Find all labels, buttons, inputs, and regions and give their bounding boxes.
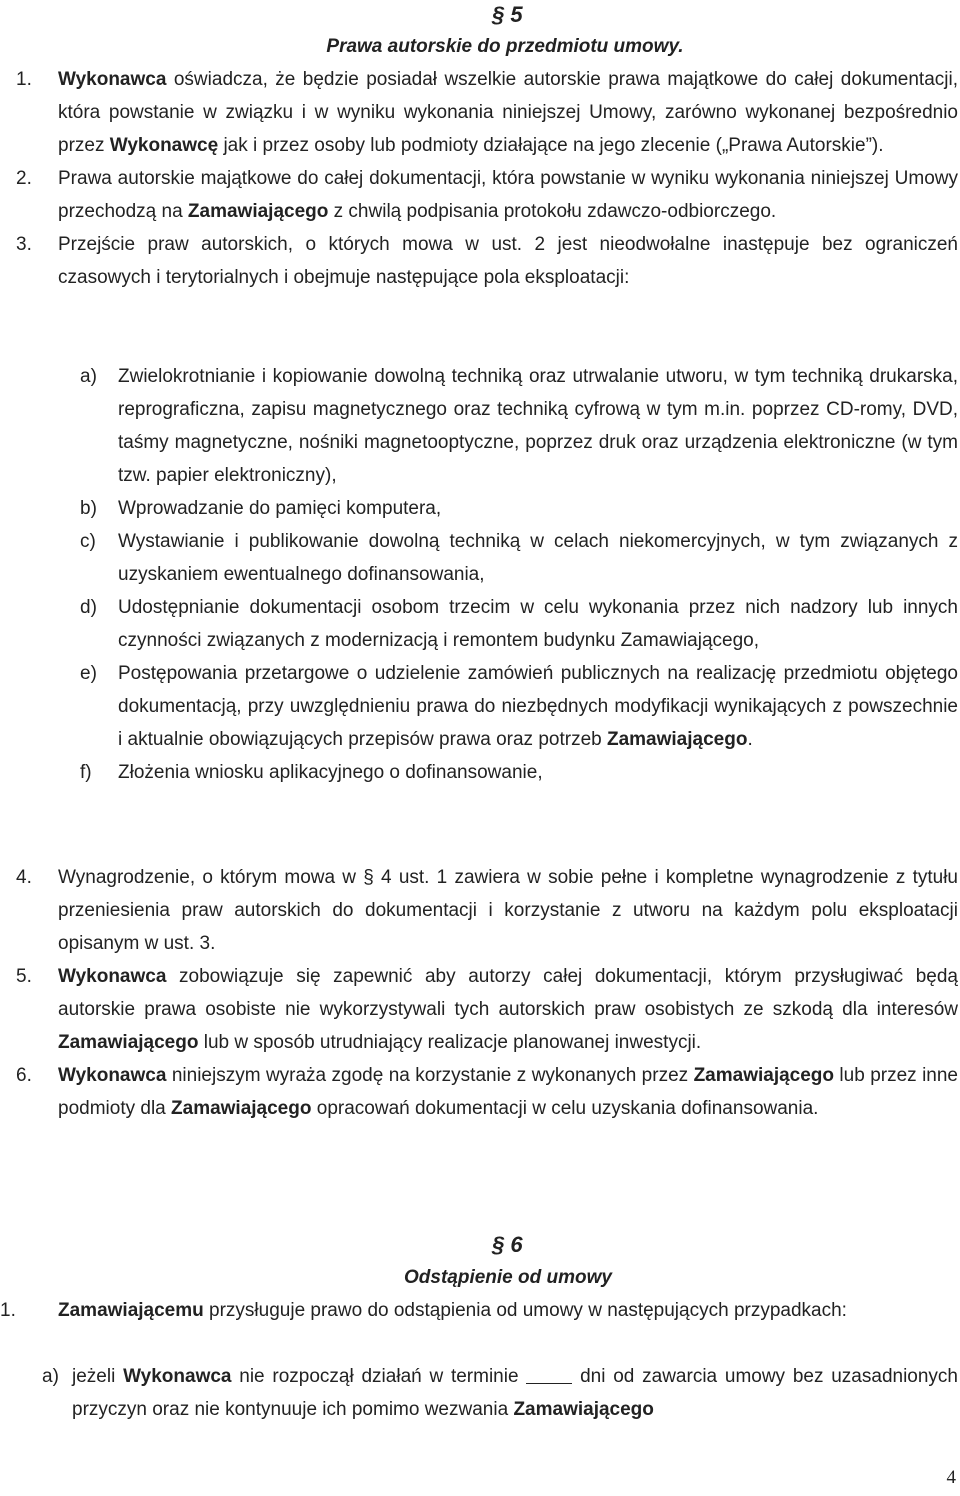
numbered-item — [16, 63, 958, 162]
party-name: Wykonawca — [123, 1366, 232, 1387]
paragraph-text: jak i przez osoby lub podmioty działające na jego zlecenie („Prawa Autorskie”). — [218, 135, 884, 156]
party-name: Wykonawca — [58, 966, 167, 987]
paragraph-text: Wystawianie i publikowanie dowolną techniką w celach niekomercyjnych, w tym związanych z uzyskaniem ewentualnego dofinansowania, — [118, 531, 958, 585]
subitem-label: f) — [80, 762, 92, 783]
item-number: 2. — [16, 168, 32, 189]
item-number: 3. — [16, 234, 32, 255]
subitem-text: nie rozpoczął działań w terminie — [231, 1366, 527, 1387]
party-name: Zamawiającego — [171, 1098, 312, 1119]
item-number: 1. — [16, 69, 32, 90]
paragraph-text: Złożenia wniosku aplikacyjnego o dofinansowanie, — [118, 762, 543, 783]
numbered-item — [0, 1294, 958, 1327]
section-6-number: § 6 — [492, 1232, 523, 1257]
party-name: Zamawiającego — [187, 201, 329, 222]
lettered-subitem — [80, 756, 958, 789]
item-number: 5. — [16, 966, 32, 987]
subitem-label: a) — [80, 366, 97, 387]
subitem-label: e) — [80, 663, 97, 684]
paragraph-text: lub w sposób utrudniający realizacje planowanej inwestycji. — [198, 1032, 702, 1053]
subitem-text: dni od zawarcia umowy bez uzasadnionych przyczyn oraz nie kontynuuje ich pomimo wezwania — [72, 1366, 958, 1420]
paragraph-text: zobowiązuje się zapewnić aby autorzy całej dokumentacji, którym przysługiwać będą autorskie prawa osobiste nie wykorzystywali tych autorskich praw osobistych ze szkodą dla interesów — [58, 966, 958, 1020]
party-name: Wykonawcę — [109, 135, 219, 156]
paragraph-text: Postępowania przetargowe o udzielenie zamówień publicznych na realizację przedmiotu objętego dokumentacją, przy uwzględnieniu prawa do niezbędnych modyfikacji wynikających z powszechnie i aktualnie obowiązujących przepisów prawa oraz potrzeb — [118, 663, 958, 750]
party-name: Wykonawca — [58, 69, 167, 90]
party-name: Zamawiającego — [606, 729, 748, 750]
paragraph-text: z chwilą podpisania protokołu zdawczo-odbiorczego. — [328, 201, 777, 222]
section-6-subitem-a — [42, 1360, 958, 1426]
numbered-item — [16, 1059, 958, 1125]
paragraph-text: Udostępnianie dokumentacji osobom trzecim w celu wykonania przez nich nadzory lub innych czynności związanych z modernizacją i remontem budynku Zamawiającego, — [118, 597, 958, 651]
paragraph-text: oświadcza, że będzie posiadał wszelkie autorskie prawa majątkowe do całej dokumentacji, która powstanie w związku i w wyniku wykonania niniejszej Umowy, zarówno wykonanej bezpośrednio przez — [58, 69, 958, 156]
numbered-item — [16, 162, 958, 228]
section-6-title: Odstąpienie od umowy — [404, 1267, 612, 1288]
lettered-subitem — [80, 525, 958, 591]
paragraph-text: przysługuje prawo do odstąpienia od umowy w następujących przypadkach: — [203, 1300, 847, 1321]
numbered-item — [16, 861, 958, 960]
party-name: Wykonawca — [58, 1065, 167, 1086]
paragraph-text: Wynagrodzenie, o którym mowa w § 4 ust. 1 zawiera w sobie pełne i kompletne wynagrodzenie z tytułu przeniesienia praw autorskich do dokumentacji i korzystanie z utworu na każdym polu eksploatacji opisanym w ust. 3. — [58, 867, 958, 954]
lettered-subitem — [80, 657, 958, 756]
section-6-items — [0, 1294, 958, 1327]
numbered-item — [16, 960, 958, 1059]
subitem-label: c) — [80, 531, 96, 552]
paragraph-text: niniejszym wyraża zgodę na korzystanie z wykonanych przez — [166, 1065, 694, 1086]
paragraph-text: Prawa autorskie majątkowe do całej dokumentacji, która powstanie w wyniku wykonania niniejszej Umowy przechodzą na — [58, 168, 958, 222]
paragraph-text: Zwielokrotnianie i kopiowanie dowolną techniką oraz utrwalanie utworu, w tym techniką drukarska, reprograficzna, zapisu magnetycznego oraz techniką cyfrową w tym m.in. poprzez CD-romy, DVD, taśmy magnetyczne, nośniki magnetooptyczne, poprzez druk oraz urządzenia elektroniczne (w tym tzw. papier elektroniczny), — [118, 366, 958, 486]
lettered-subitem — [80, 591, 958, 657]
item-number: 4. — [16, 867, 32, 888]
paragraph-text: lub przez inne podmioty dla — [58, 1065, 958, 1119]
item-number: 1. — [0, 1300, 16, 1321]
party-name: Zamawiającego — [58, 1032, 199, 1053]
party-name: Zamawiającego — [693, 1065, 835, 1086]
subitem-label: a) — [42, 1366, 59, 1387]
paragraph-text: opracowań dokumentacji w celu uzyskania dofinansowania. — [311, 1098, 819, 1119]
paragraph-text: Przejście praw autorskich, o których mowa w ust. 2 jest nieodwołalne inastępuje bez ograniczeń czasowych i terytorialnych i obejmuje następujące pola eksploatacji: — [58, 234, 958, 288]
blank-field — [526, 1363, 572, 1384]
section-5-number: § 5 — [492, 2, 523, 27]
section-5-title: Prawa autorskie do przedmiotu umowy. — [326, 36, 684, 57]
subitem-label: b) — [80, 498, 97, 519]
subitem-text: jeżeli — [72, 1366, 124, 1387]
lettered-subitem — [80, 492, 958, 525]
party-name: Zamawiającemu — [58, 1300, 204, 1321]
page-number: 4 — [946, 1467, 956, 1488]
numbered-item — [16, 228, 958, 294]
section-5-items — [16, 63, 958, 294]
subitem-label: d) — [80, 597, 97, 618]
lettered-subitem — [80, 360, 958, 492]
item-number: 6. — [16, 1065, 32, 1086]
paragraph-text: Wprowadzanie do pamięci komputera, — [118, 498, 442, 519]
paragraph-text: . — [747, 729, 753, 750]
section-5-items-after — [16, 861, 958, 1125]
section-5-subitems — [0, 360, 958, 789]
party-name: Zamawiającego — [513, 1399, 654, 1420]
